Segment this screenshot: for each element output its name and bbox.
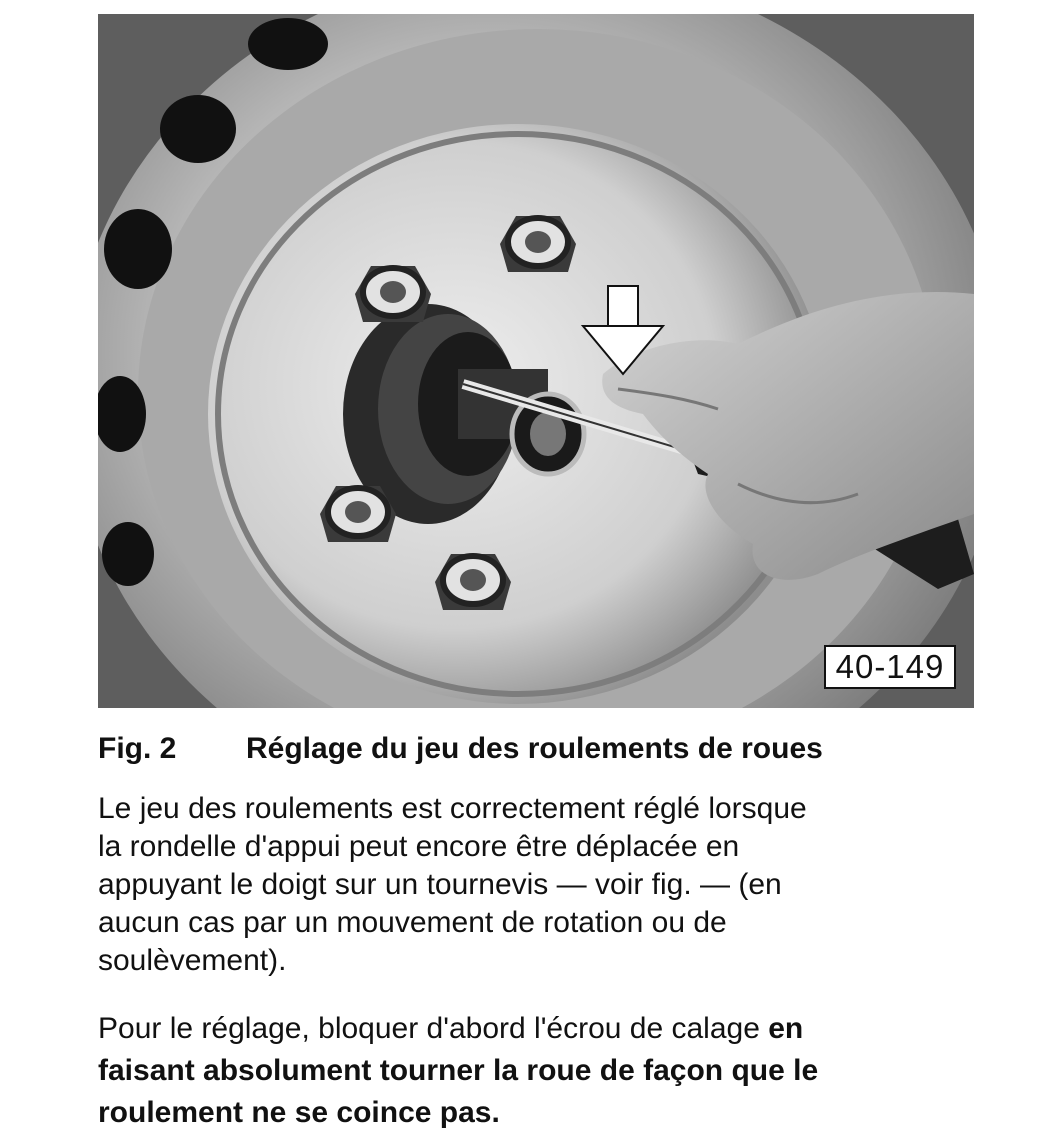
paragraph-2-text: Pour le réglage, bloquer d'abord l'écrou de calage bbox=[98, 1012, 769, 1045]
paragraph-2 bbox=[98, 1008, 998, 1134]
paragraph-2-line bbox=[98, 1050, 998, 1092]
rim-hole bbox=[160, 95, 236, 163]
figure-title: Réglage du jeu des roulements de roues bbox=[246, 732, 823, 765]
paragraph-2-line bbox=[98, 1092, 998, 1134]
rim-hole bbox=[102, 522, 154, 586]
paragraph-1-line: Le jeu des roulements est correctement réglé lorsque bbox=[98, 792, 807, 825]
lug-nut bbox=[355, 266, 431, 322]
figure-number: Fig. 2 bbox=[98, 732, 177, 765]
paragraph-1-line: la rondelle d'appui peut encore être déplacée en bbox=[98, 830, 740, 863]
paragraph-2-line bbox=[98, 1008, 998, 1050]
paragraph-2-emphasis: roulement ne se coince pas. bbox=[98, 1096, 500, 1129]
paragraph-2-emphasis: faisant absolument tourner la roue de façon que le bbox=[98, 1054, 819, 1087]
paragraph-1-line: aucun cas par un mouvement de rotation ou de bbox=[98, 906, 727, 939]
rim-hole bbox=[104, 209, 172, 289]
figure-reference-label: 40-149 bbox=[824, 645, 956, 689]
paragraph-1-line: appuyant le doigt sur un tournevis — voir fig. — (en bbox=[98, 868, 782, 901]
wheel-hub-photo bbox=[98, 14, 974, 708]
paragraph-1 bbox=[98, 790, 998, 980]
paragraph-2-emphasis: en bbox=[768, 1012, 804, 1045]
paragraph-1-line: soulèvement). bbox=[98, 944, 287, 977]
lug-nut bbox=[500, 216, 576, 272]
rim-hole bbox=[248, 18, 328, 70]
wheel-hub-illustration bbox=[98, 14, 974, 708]
lug-nut bbox=[435, 554, 511, 610]
figure-caption bbox=[98, 728, 998, 770]
lug-nut bbox=[320, 486, 396, 542]
